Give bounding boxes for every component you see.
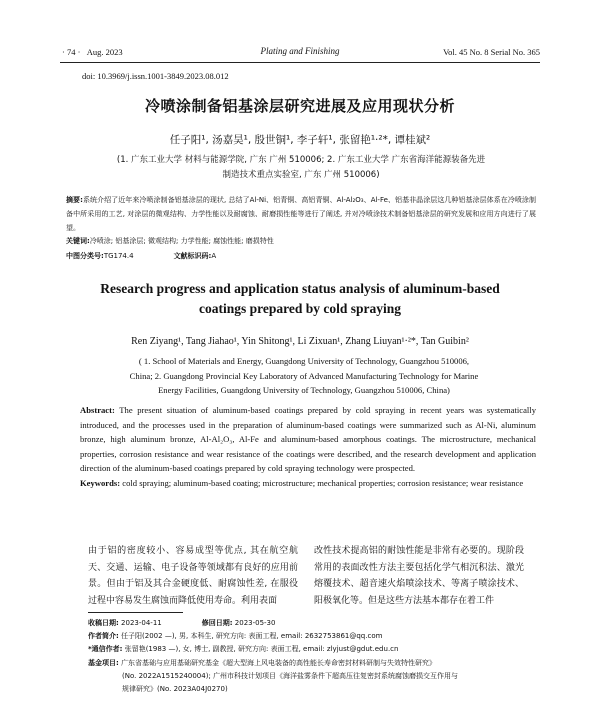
chinese-abstract-text: 系统介绍了近年来冷喷涂制备铝基涂层的现状, 总结了Al-Ni、铝青铜、高铝青铜、Al-Al₂O₃、Al-Fe、铝基非晶涂层这几种铝基涂层体系在冷喷涂制备中所采用的工艺, 对涂层的微观结构、力学性能以及耐腐蚀、耐磨损性能等进行了阐述, 并对冷喷涂技术制备铝基涂层的研究发展和应用方向进行了展望。 bbox=[66, 196, 536, 232]
fund-line: (No. 2022A1515240004); 广州市科技计划项目《海洋盐雾条件下超高压往复密封系统腐蚀磨损交互作用与 bbox=[122, 671, 459, 680]
received-date: 2023-04-11 bbox=[121, 619, 162, 627]
header-rule bbox=[60, 62, 540, 63]
english-keywords-text: cold spraying; aluminum-based coating; microstructure; mechanical properties; corrosion resistance; wear resistance bbox=[122, 477, 524, 488]
chinese-keywords-text: 冷喷涂; 铝基涂层; 微观结构; 力学性能; 腐蚀性能; 磨损特性 bbox=[89, 237, 274, 245]
corr-info: 张留艳(1983 —), 女, 博士, 副教授, 研究方向: 表面工程, email: zlyjust@gdut.edu.cn bbox=[124, 645, 399, 654]
body-left-column: 由于铝的密度较小、容易成型等优点, 其在航空航天、交通、运输、电子设备等领域都有良好的应用前景。但由于铝及其合金硬度低、耐腐蚀性差, 在服役过程中容易发生腐蚀而降低使用寿命。利用表面 bbox=[88, 546, 298, 606]
body-right-column: 改性技术提高铝的耐蚀性能是非常有必要的。现阶段常用的表面改性方法主要包括化学气相沉积法、激光熔覆技术、超音速火焰喷涂技术、等离子喷涂技术、阳极氧化等。但是这些方法基本都存在着工件 bbox=[314, 546, 524, 606]
journal-name: Plating and Finishing bbox=[260, 46, 340, 56]
english-authors: Ren Ziyang¹, Tang Jiahao¹, Yin Shitong¹, Li Zixuan¹, Zhang Liuyan¹·²*, Tan Guibin² bbox=[131, 336, 469, 347]
author-label: 作者简介: bbox=[88, 632, 119, 641]
english-affiliation bbox=[80, 354, 528, 398]
english-title-line: Research progress and application status analysis of aluminum-based bbox=[100, 281, 500, 296]
chinese-title: 冷喷涂制备铝基涂层研究进展及应用现状分析 bbox=[144, 97, 455, 115]
english-affiliation-line: China; 2. Guangdong Provincial Key Laboratory of Advanced Manufacturing Technology for Marine bbox=[129, 370, 479, 381]
english-abstract-label: Abstract: bbox=[80, 405, 115, 415]
footnote-rule bbox=[88, 612, 183, 613]
doi: doi: 10.3969/j.issn.1001-3849.2023.08.012 bbox=[82, 71, 229, 81]
english-affiliation-line: Energy Facilities, Guangdong University of Technology, Guangzhou 510006, China) bbox=[158, 385, 450, 395]
class-value: TG174.4 bbox=[103, 252, 134, 260]
footnote-dates bbox=[88, 617, 536, 630]
revised-date: 2023-05-30 bbox=[234, 619, 276, 627]
chinese-authors: 任子阳¹, 汤嘉昊¹, 殷世铜¹, 李子轩¹, 张留艳¹·²*, 谭桂斌² bbox=[169, 134, 431, 146]
chinese-affiliation bbox=[78, 153, 524, 183]
english-title-line: coatings prepared by cold spraying bbox=[198, 301, 402, 316]
chinese-abstract bbox=[66, 193, 536, 235]
code-value: A bbox=[211, 252, 217, 260]
running-header bbox=[0, 43, 600, 59]
footnote-author bbox=[88, 630, 536, 643]
chinese-keywords-label: 关键词: bbox=[66, 237, 90, 245]
fund-label: 基金项目: bbox=[88, 658, 119, 667]
footnotes bbox=[88, 617, 536, 696]
english-abstract bbox=[80, 403, 536, 491]
volume-info: Vol. 45 No. 8 Serial No. 365 bbox=[443, 47, 540, 57]
english-abstract-text: The present situation of aluminum-based coatings prepared by cold spraying in recent years was systematically introduced, and the processes used in the preparation of aluminum-based coatings were summarized such as Al-Ni, aluminum bronze, high aluminum bronze, Al-Al₂O₃, Al-Fe and aluminum-based amorphous coatings. The microstructure, mechanical properties, corrosion resistance and wear resistance of the coatings were described, and the research development and application direction of the aluminum-based coatings prepared by cold spraying technology were prospected. bbox=[80, 405, 536, 474]
revised-label: 修回日期: bbox=[201, 619, 233, 627]
class-label: 中图分类号: bbox=[66, 252, 104, 260]
english-keywords-label: Keywords: bbox=[80, 477, 121, 488]
english-affiliation-line: ( 1. School of Materials and Energy, Guangdong University of Technology, Guangzhou 510006, bbox=[138, 356, 470, 366]
chinese-abstract-label: 摘要: bbox=[66, 196, 83, 204]
page-number: · 74 · Aug. 2023 bbox=[62, 47, 123, 57]
corr-label: *通信作者: bbox=[88, 645, 123, 654]
chinese-keywords bbox=[66, 236, 536, 246]
chinese-affiliation-line: (1. 广东工业大学 材料与能源学院, 广东 广州 510006; 2. 广东工业大学 广东省海洋能源装备先进 bbox=[116, 155, 486, 165]
english-title bbox=[60, 279, 540, 319]
fund-line: 规律研究》(No. 2023A04J0270) bbox=[122, 685, 228, 694]
chinese-affiliation-line: 制造技术重点实验室, 广东 广州 510006) bbox=[222, 170, 380, 180]
issue-date: Aug. 2023 bbox=[86, 47, 123, 57]
footnote-corresponding bbox=[88, 643, 536, 656]
code-label: 文献标识码: bbox=[173, 252, 212, 260]
fund-line: 广东省基础与应用基础研究基金《超大型海上风电装备的高性能长寿命密封材料研制与失效特性研究》 bbox=[121, 658, 437, 667]
received-label: 收稿日期: bbox=[88, 619, 119, 627]
classification bbox=[66, 251, 536, 261]
author-info: 任子阳(2002 —), 男, 本科生, 研究方向: 表面工程, email: 2632753861@qq.com bbox=[121, 632, 383, 641]
footnote-fund bbox=[88, 657, 536, 670]
